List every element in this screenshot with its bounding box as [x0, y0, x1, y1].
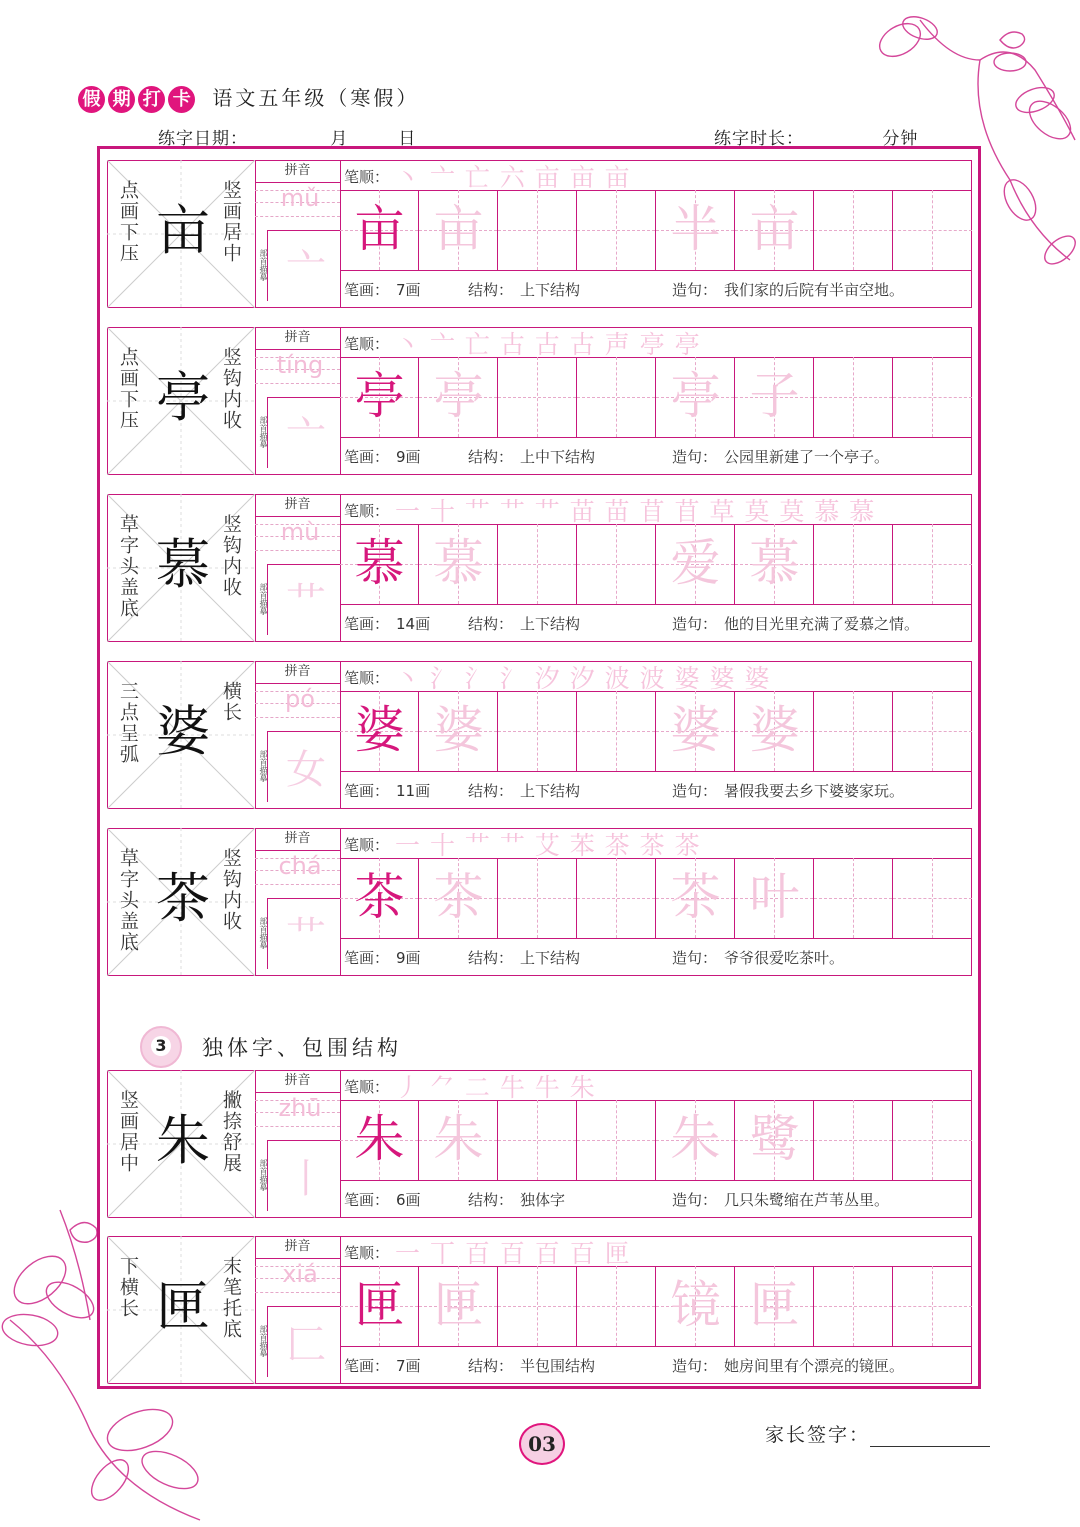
- info-row: [340, 771, 972, 810]
- stroke-count: 11画: [396, 782, 431, 800]
- pinyin-column: [255, 1070, 341, 1218]
- info-row: [340, 437, 972, 476]
- stroke-count: 14画: [396, 615, 431, 633]
- stroke-count-label: 笔画：: [344, 1357, 390, 1375]
- practice-char: 朱: [354, 1110, 405, 1168]
- section-number-badge: [140, 1026, 182, 1068]
- section-number: 3: [151, 1036, 171, 1056]
- practice-cell[interactable]: [498, 1266, 577, 1346]
- day-label: 日: [398, 129, 417, 149]
- practice-area: [340, 1070, 972, 1218]
- practice-cell[interactable]: [814, 691, 893, 771]
- structure-value: 半包围结构: [520, 1357, 596, 1375]
- badge-char: 打: [138, 86, 165, 113]
- practice-char: 镜: [670, 1276, 721, 1334]
- practice-char: 亩: [749, 200, 800, 258]
- practice-grid: [340, 1266, 972, 1346]
- radical-label: 部首描摹: [259, 1159, 268, 1191]
- pinyin-column: [255, 661, 341, 809]
- practice-cell[interactable]: [893, 691, 972, 771]
- structure-value: 独体字: [520, 1191, 566, 1209]
- practice-cell[interactable]: [340, 1100, 419, 1180]
- example-sentence: 我们家的后院有半亩空地。: [724, 281, 905, 299]
- practice-grid: [340, 190, 972, 270]
- demo-square: [107, 1070, 256, 1218]
- practice-cell[interactable]: [498, 357, 577, 437]
- radical-box[interactable]: [259, 230, 341, 301]
- practice-cell[interactable]: [577, 357, 656, 437]
- practice-char: 婆: [749, 701, 800, 759]
- info-row: [340, 1346, 972, 1385]
- stroke-count: 6画: [396, 1191, 421, 1209]
- stroke-count-label: 笔画：: [344, 615, 390, 633]
- practice-cell[interactable]: [340, 190, 419, 270]
- practice-cell[interactable]: [735, 357, 814, 437]
- writing-tip-right: 竖画居中: [220, 180, 242, 264]
- practice-cell[interactable]: [735, 190, 814, 270]
- practice-char: 鹭: [749, 1110, 800, 1168]
- structure-label: 结构：: [468, 448, 514, 466]
- practice-char: 慕: [354, 534, 405, 592]
- practice-cell[interactable]: [498, 691, 577, 771]
- radical-box[interactable]: [259, 898, 341, 969]
- example-sentence: 公园里新建了一个亭子。: [724, 448, 890, 466]
- radical-label: 部首描摹: [259, 416, 268, 448]
- practice-cell[interactable]: [814, 357, 893, 437]
- structure-value: 上下结构: [520, 615, 581, 633]
- stroke-order-label: 笔顺：: [344, 669, 390, 687]
- practice-char: 半: [670, 200, 721, 258]
- writing-tip-left: 下横长: [117, 1256, 139, 1319]
- date-label: 练字日期：: [158, 129, 248, 149]
- stroke-order-sequence: 一 十 艹 艹 艾 苯 茶 茶 茶: [395, 831, 701, 860]
- stroke-count: 7画: [396, 281, 421, 299]
- stroke-count-label: 笔画：: [344, 448, 390, 466]
- practice-char: 亭: [670, 367, 721, 425]
- demo-square: [107, 1236, 256, 1384]
- writing-tip-left: 竖画居中: [117, 1090, 139, 1174]
- signature-blank[interactable]: [870, 1426, 990, 1447]
- stroke-count-label: 笔画：: [344, 281, 390, 299]
- writing-tip-right: 竖钩内收: [220, 347, 242, 431]
- practice-block: [107, 1236, 972, 1384]
- sentence-label: 造句：: [672, 615, 718, 633]
- practice-cell[interactable]: [735, 691, 814, 771]
- practice-cell[interactable]: [656, 190, 735, 270]
- stroke-order-label: 笔顺：: [344, 1078, 390, 1096]
- stroke-count: 9画: [396, 448, 421, 466]
- pinyin-column: [255, 1236, 341, 1384]
- parent-sign-label: 家长签字：: [765, 1424, 871, 1446]
- structure-label: 结构：: [468, 615, 514, 633]
- section-title: 独体字、包围结构: [202, 1036, 402, 1060]
- practice-cell[interactable]: [893, 1266, 972, 1346]
- structure-value: 上下结构: [520, 949, 581, 967]
- stroke-order-sequence: 丶 氵 氵 氵 汐 汐 波 波 婆 婆 婆: [395, 664, 771, 693]
- practice-cell[interactable]: [735, 858, 814, 938]
- stroke-order-row: [340, 661, 972, 692]
- radical-label: 部首描摹: [259, 917, 268, 949]
- practice-cell[interactable]: [498, 524, 577, 604]
- radical-trace: 丨: [286, 1156, 326, 1202]
- practice-cell[interactable]: [656, 1266, 735, 1346]
- stroke-count: 7画: [396, 1357, 421, 1375]
- practice-cell[interactable]: [340, 858, 419, 938]
- info-row: [340, 270, 972, 309]
- pinyin-column: [255, 160, 341, 308]
- practice-cell[interactable]: [419, 357, 498, 437]
- sentence-label: 造句：: [672, 782, 718, 800]
- pinyin-value[interactable]: zhū: [278, 1094, 322, 1122]
- stroke-order-row: [340, 327, 972, 358]
- practice-cell[interactable]: [893, 858, 972, 938]
- practice-cell[interactable]: [735, 1100, 814, 1180]
- practice-grid: [340, 1100, 972, 1180]
- pinyin-label: 拼音: [255, 661, 340, 684]
- stroke-count: 9画: [396, 949, 421, 967]
- example-sentence: 他的目光里充满了爱慕之情。: [724, 615, 920, 633]
- practice-area: [340, 661, 972, 809]
- radical-trace: 艹: [286, 580, 326, 626]
- stroke-order-row: [340, 1236, 972, 1267]
- duration-label: 练字时长：: [714, 129, 804, 149]
- practice-char: 亭: [354, 367, 405, 425]
- radical-trace: 艹: [286, 914, 326, 960]
- info-row: [340, 938, 972, 977]
- practice-area: [340, 494, 972, 642]
- stroke-order-label: 笔顺：: [344, 836, 390, 854]
- minute-label: 分钟: [882, 129, 919, 149]
- pinyin-value[interactable]: mǔ: [280, 184, 320, 212]
- stroke-order-sequence: 丿 ⺈ 二 牛 牛 朱: [395, 1073, 596, 1102]
- practice-cell[interactable]: [577, 1266, 656, 1346]
- stroke-order-row: [340, 494, 972, 525]
- pinyin-label: 拼音: [255, 327, 340, 350]
- stroke-count-label: 笔画：: [344, 782, 390, 800]
- radical-trace: 亠: [286, 246, 326, 292]
- practice-cell[interactable]: [577, 858, 656, 938]
- practice-char: 慕: [433, 534, 484, 592]
- practice-char: 匣: [433, 1276, 484, 1334]
- practice-cell[interactable]: [656, 1100, 735, 1180]
- practice-char: 亩: [354, 200, 405, 258]
- practice-cell[interactable]: [814, 1100, 893, 1180]
- practice-cell[interactable]: [340, 357, 419, 437]
- practice-grid: [340, 858, 972, 938]
- demo-char: 慕: [156, 533, 210, 596]
- demo-char: 朱: [156, 1109, 210, 1172]
- structure-label: 结构：: [468, 782, 514, 800]
- demo-char: 婆: [156, 700, 210, 763]
- practice-cell[interactable]: [340, 691, 419, 771]
- demo-char: 亩: [156, 199, 210, 262]
- sentence-label: 造句：: [672, 448, 718, 466]
- practice-char: 爱: [670, 534, 721, 592]
- structure-value: 上下结构: [520, 281, 581, 299]
- stroke-count-label: 笔画：: [344, 1191, 390, 1209]
- stroke-order-row: [340, 828, 972, 859]
- radical-box[interactable]: [259, 564, 341, 635]
- practice-cell[interactable]: [735, 524, 814, 604]
- sentence-label: 造句：: [672, 1357, 718, 1375]
- practice-block: [107, 661, 972, 809]
- example-sentence: 几只朱鹭缩在芦苇丛里。: [724, 1191, 890, 1209]
- practice-block: [107, 494, 972, 642]
- page-number: 03: [519, 1423, 565, 1465]
- practice-cell[interactable]: [814, 858, 893, 938]
- sentence-label: 造句：: [672, 281, 718, 299]
- practice-char: 慕: [749, 534, 800, 592]
- practice-char: 叶: [749, 868, 800, 926]
- practice-cell[interactable]: [577, 190, 656, 270]
- radical-box[interactable]: [259, 397, 341, 468]
- example-sentence: 爷爷很爱吃茶叶。: [724, 949, 845, 967]
- radical-label: 部首描摹: [259, 249, 268, 281]
- practice-block: [107, 828, 972, 976]
- demo-square: [107, 661, 256, 809]
- parent-signature: [765, 1420, 990, 1447]
- structure-label: 结构：: [468, 1357, 514, 1375]
- practice-cell[interactable]: [656, 524, 735, 604]
- practice-char: 子: [749, 367, 800, 425]
- pinyin-label: 拼音: [255, 828, 340, 851]
- demo-char: 亭: [156, 366, 210, 429]
- practice-cell[interactable]: [340, 524, 419, 604]
- pinyin-column: [255, 327, 341, 475]
- pinyin-value[interactable]: chá: [278, 852, 322, 880]
- practice-cell[interactable]: [498, 1100, 577, 1180]
- demo-char: 匣: [156, 1275, 210, 1338]
- practice-cell[interactable]: [577, 691, 656, 771]
- pinyin-value[interactable]: xiá: [282, 1260, 318, 1288]
- practice-cell[interactable]: [814, 1266, 893, 1346]
- practice-cell[interactable]: [419, 1266, 498, 1346]
- practice-area: [340, 828, 972, 976]
- stroke-order-label: 笔顺：: [344, 168, 390, 186]
- example-sentence: 她房间里有个漂亮的镜匣。: [724, 1357, 905, 1375]
- demo-square: [107, 160, 256, 308]
- pinyin-label: 拼音: [255, 494, 340, 517]
- practice-grid: [340, 357, 972, 437]
- radical-label: 部首描摹: [259, 1325, 268, 1357]
- practice-cell[interactable]: [419, 858, 498, 938]
- practice-cell[interactable]: [419, 524, 498, 604]
- radical-box[interactable]: [259, 1306, 341, 1377]
- page-subtitle: 语文五年级（寒假）: [212, 86, 420, 110]
- practice-cell[interactable]: [656, 691, 735, 771]
- practice-grid: [340, 524, 972, 604]
- practice-block: [107, 327, 972, 475]
- radical-box[interactable]: [259, 1140, 341, 1211]
- structure-label: 结构：: [468, 281, 514, 299]
- info-row: [340, 604, 972, 643]
- sentence-label: 造句：: [672, 949, 718, 967]
- practice-cell[interactable]: [656, 357, 735, 437]
- badge-char: 假: [78, 86, 105, 113]
- writing-tip-right: 竖钩内收: [220, 848, 242, 932]
- practice-char: 婆: [433, 701, 484, 759]
- practice-cell[interactable]: [893, 1100, 972, 1180]
- radical-trace: 亠: [286, 413, 326, 459]
- writing-tip-left: 点画下压: [117, 347, 139, 431]
- practice-char: 亩: [433, 200, 484, 258]
- structure-value: 上中下结构: [520, 448, 596, 466]
- practice-block: [107, 1070, 972, 1218]
- pinyin-column: [255, 494, 341, 642]
- pinyin-value[interactable]: pó: [285, 685, 315, 713]
- practice-char: 婆: [670, 701, 721, 759]
- practice-char: 亭: [433, 367, 484, 425]
- practice-cell[interactable]: [893, 357, 972, 437]
- practice-grid: [340, 691, 972, 771]
- pinyin-label: 拼音: [255, 160, 340, 183]
- stroke-order-row: [340, 1070, 972, 1101]
- stroke-order-row: [340, 160, 972, 191]
- practice-cell[interactable]: [419, 190, 498, 270]
- stroke-order-label: 笔顺：: [344, 335, 390, 353]
- structure-label: 结构：: [468, 1191, 514, 1209]
- practice-cell[interactable]: [893, 190, 972, 270]
- practice-cell[interactable]: [577, 524, 656, 604]
- demo-square: [107, 327, 256, 475]
- practice-area: [340, 1236, 972, 1384]
- badge-char: 卡: [168, 86, 195, 113]
- practice-cell[interactable]: [498, 858, 577, 938]
- writing-tip-left: 三点呈弧: [117, 681, 139, 765]
- radical-label: 部首描摹: [259, 583, 268, 615]
- stroke-order-sequence: 一 十 艹 艹 艹 苗 苗 苜 苜 草 莫 莫 慕 慕: [395, 497, 876, 526]
- practice-char: 朱: [433, 1110, 484, 1168]
- stroke-count-label: 笔画：: [344, 949, 390, 967]
- practice-char: 茶: [670, 868, 721, 926]
- pinyin-label: 拼音: [255, 1070, 340, 1093]
- radical-trace: 女: [286, 747, 326, 793]
- stroke-order-label: 笔顺：: [344, 502, 390, 520]
- practice-char: 婆: [354, 701, 405, 759]
- header: [78, 82, 419, 113]
- writing-tip-left: 草字头盖底: [117, 848, 139, 953]
- practice-cell[interactable]: [814, 190, 893, 270]
- practice-cell[interactable]: [419, 691, 498, 771]
- writing-tip-left: 点画下压: [117, 180, 139, 264]
- writing-tip-right: 撇捺舒展: [220, 1090, 242, 1174]
- practice-cell[interactable]: [498, 190, 577, 270]
- month-label: 月: [330, 129, 349, 149]
- practice-char: 匣: [354, 1276, 405, 1334]
- writing-tip-right: 竖钩内收: [220, 514, 242, 598]
- stroke-order-sequence: 丶 亠 亡 六 亩 亩 亩: [395, 163, 631, 192]
- practice-cell[interactable]: [656, 858, 735, 938]
- pinyin-value[interactable]: tíng: [276, 351, 324, 379]
- demo-char: 茶: [156, 867, 210, 930]
- sentence-label: 造句：: [672, 1191, 718, 1209]
- info-row: [340, 1180, 972, 1219]
- practice-block: [107, 160, 972, 308]
- structure-value: 上下结构: [520, 782, 581, 800]
- practice-area: [340, 160, 972, 308]
- practice-cell[interactable]: [814, 524, 893, 604]
- practice-char: 茶: [433, 868, 484, 926]
- writing-tip-right: 横长: [220, 681, 242, 723]
- practice-cell[interactable]: [577, 1100, 656, 1180]
- practice-cell[interactable]: [340, 1266, 419, 1346]
- stroke-order-label: 笔顺：: [344, 1244, 390, 1262]
- practice-cell[interactable]: [893, 524, 972, 604]
- practice-area: [340, 327, 972, 475]
- pinyin-column: [255, 828, 341, 976]
- practice-cell[interactable]: [735, 1266, 814, 1346]
- radical-trace: 匚: [286, 1322, 326, 1368]
- radical-label: 部首描摹: [259, 750, 268, 782]
- badge-char: 期: [108, 86, 135, 113]
- practice-char: 朱: [670, 1110, 721, 1168]
- pinyin-value[interactable]: mù: [280, 518, 320, 546]
- practice-char: 匣: [749, 1276, 800, 1334]
- radical-box[interactable]: [259, 731, 341, 802]
- demo-square: [107, 494, 256, 642]
- demo-square: [107, 828, 256, 976]
- writing-tip-left: 草字头盖底: [117, 514, 139, 619]
- stroke-order-sequence: 丶 亠 亡 古 古 古 声 亭 亭: [395, 330, 701, 359]
- example-sentence: 暑假我要去乡下婆婆家玩。: [724, 782, 905, 800]
- pinyin-label: 拼音: [255, 1236, 340, 1259]
- stroke-order-sequence: 一 丅 百 百 百 百 匣: [395, 1239, 631, 1268]
- structure-label: 结构：: [468, 949, 514, 967]
- practice-char: 茶: [354, 868, 405, 926]
- writing-tip-right: 末笔托底: [220, 1256, 242, 1340]
- practice-cell[interactable]: [419, 1100, 498, 1180]
